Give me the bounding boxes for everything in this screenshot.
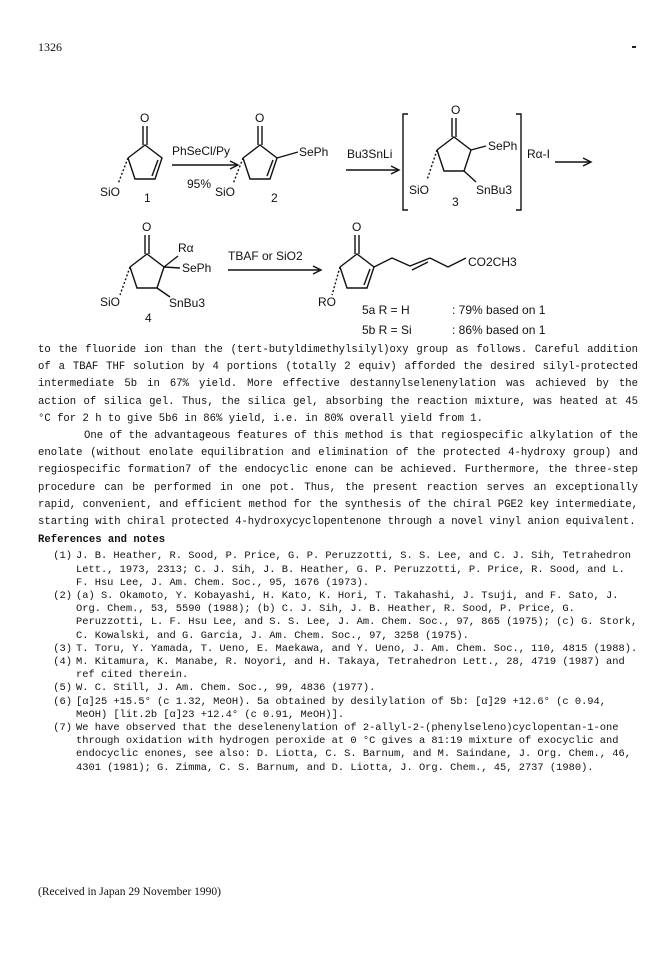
paragraph-2: One of the advantageous features of this method is that regiospecific alkylation of the enolate (without enolate equilibration and elimination of the protected 4-hydroxy group) and regiospecific formation7 of the endocyclic enone can be achieved. Furthermore, the three-step procedure can be performed in one pot. Thus, the present reaction serves an exceptionally rapid, convenient, and efficient method for the synthesis of the chiral PGE2 key intermediate, starting with chiral protected 4-hydroxycyclopentenone through a novel vinyl anion equivalent.	[38, 430, 638, 529]
margin-mark	[632, 46, 636, 48]
reference-item	[38, 656, 638, 682]
compound-3-structure	[427, 118, 486, 182]
reference-text: (a) S. Okamoto, Y. Kobayashi, H. Kato, K. Hori, T. Takahashi, J. Tsuji, and F. Sato, J. Org. Chem., 53, 5590 (1988); (b) C. J. Sih, J. B. Heather, R. Sood, P. Price, G. Peruzzotti, L. F. Hsu Lee, and S. S. Lee, J. Am. Chem. Soc., 97, 865 (1975); (c) G. Stork, C. Kowalski, and G. Garcia, J. Am. Chem. Soc., 97, 3258 (1975).	[76, 590, 638, 642]
label-o-2: O	[255, 111, 265, 125]
label-seph-4: SePh	[182, 261, 212, 275]
label-sio-2: SiO	[215, 185, 236, 199]
label-co2ch3: CO2CH3	[468, 255, 517, 269]
label-o-4: O	[142, 220, 152, 234]
label-sio-4: SiO	[100, 295, 121, 309]
compound-2-structure	[233, 126, 298, 184]
compound-5-structure	[332, 235, 466, 295]
label-ro-5: RO	[318, 295, 336, 309]
reference-number: (1)	[53, 550, 72, 563]
reaction-scheme	[0, 100, 672, 345]
reference-text: [α]25 +15.5° (c 1.32, MeOH). 5a obtained by desilylation of 5b: [α]29 +12.6° (c 0.94, MeOH) [lit.2b [α]23 +12.4° (c 0.91, MeOH)].	[76, 695, 607, 721]
reference-number: (6)	[53, 695, 72, 708]
reagent-tbaf: TBAF or SiO2	[228, 249, 303, 263]
references-heading: References and notes	[38, 534, 166, 547]
compound-4-structure	[120, 235, 180, 297]
reference-number: (5)	[53, 682, 72, 695]
received-date: (Received in Japan 29 November 1990)	[38, 886, 221, 898]
reference-item	[38, 590, 638, 643]
reference-item	[38, 722, 638, 775]
label-o-5: O	[352, 220, 362, 234]
references-list	[38, 550, 638, 774]
label-o-3: O	[451, 103, 461, 117]
reference-text: We have observed that the deselenenylation of 2-allyl-2-(phenylseleno)cyclopentan-1-one through oxidation with hydrogen peroxide at 0 °C gives a 81:19 mixture of exocyclic and endocyclic enones, see also: D. Liotta, C. S. Barnum, and M. Saindane, J. Org. Chem., 46, 4301 (1981); G. Zimma, C. S. Barnum, and D. Liotta, J. Org. Chem., 45, 2737 (1980).	[76, 722, 631, 774]
result-5a-yield: : 79% based on 1	[452, 303, 546, 317]
reference-text: T. Toru, Y. Yamada, T. Ueno, E. Maekawa, and Y. Ueno, J. Am. Chem. Soc., 110, 4815 (1988).	[76, 642, 638, 655]
result-5a-label: 5a R = H	[362, 303, 410, 317]
compound-number-2: 2	[271, 191, 278, 205]
label-o-1: O	[140, 111, 150, 125]
page-number: 1326	[38, 40, 62, 54]
article-body	[38, 342, 638, 775]
compound-1-structure	[118, 126, 162, 184]
compound-number-3: 3	[452, 195, 459, 209]
label-seph-2: SePh	[299, 145, 329, 159]
reference-number: (4)	[53, 656, 72, 669]
result-5b-label: 5b R = Si	[362, 323, 412, 337]
label-sio-3: SiO	[409, 183, 430, 197]
reference-item	[38, 696, 638, 722]
label-snbu3-4: SnBu3	[169, 296, 206, 310]
reagent-bu3snli: Bu3SnLi	[347, 147, 393, 161]
reference-text: M. Kitamura, K. Manabe, R. Noyori, and H. Takaya, Tetrahedron Lett., 28, 4719 (1987) and ref cited therein.	[76, 656, 625, 682]
reagent-ralpha-i: Rα-I	[527, 147, 550, 161]
label-sio-1: SiO	[100, 185, 121, 199]
reference-text: J. B. Heather, R. Sood, P. Price, G. P. Peruzzotti, S. S. Lee, and C. J. Sih, Tetrahedron Lett., 1973, 2313; C. J. Sih, J. B. Heather, G. P. Peruzzotti, P. Price, R. Sood, and L. F. Hsu Lee, J. Am. Chem. Soc., 95, 1676 (1973).	[76, 550, 631, 589]
reference-text: W. C. Still, J. Am. Chem. Soc., 99, 4836 (1977).	[76, 682, 376, 695]
yield-95: 95%	[187, 177, 212, 191]
label-snbu3-3: SnBu3	[476, 183, 513, 197]
reference-number: (7)	[53, 722, 72, 735]
label-ra-4: Rα	[178, 241, 194, 255]
reagent-phsecl: PhSeCl/Py	[172, 144, 231, 158]
compound-number-1: 1	[144, 191, 151, 205]
paragraph-1: to the fluoride ion than the (tert-butyldimethylsilyl)oxy group as follows. Careful addition of a TBAF THF solution by 4 portions (totally 2 equiv) afforded the desired silyl-protected intermediate 5b in 67% yield. More effective destannylselenenylation was achieved by the action of silica gel. Thus, the silica gel, absorbing the reaction mixture, was heated at 45 °C for 2 h to give 5b6 in 86% yield, i.e. in 80% overall yield from 1.	[38, 344, 638, 425]
result-5b-yield: : 86% based on 1	[452, 323, 546, 337]
compound-number-4: 4	[145, 311, 152, 325]
reference-item	[38, 550, 638, 590]
label-seph-3: SePh	[488, 139, 518, 153]
reference-item	[38, 682, 638, 695]
reference-number: (3)	[53, 642, 72, 655]
reference-item	[38, 643, 638, 656]
reference-number: (2)	[53, 590, 72, 603]
